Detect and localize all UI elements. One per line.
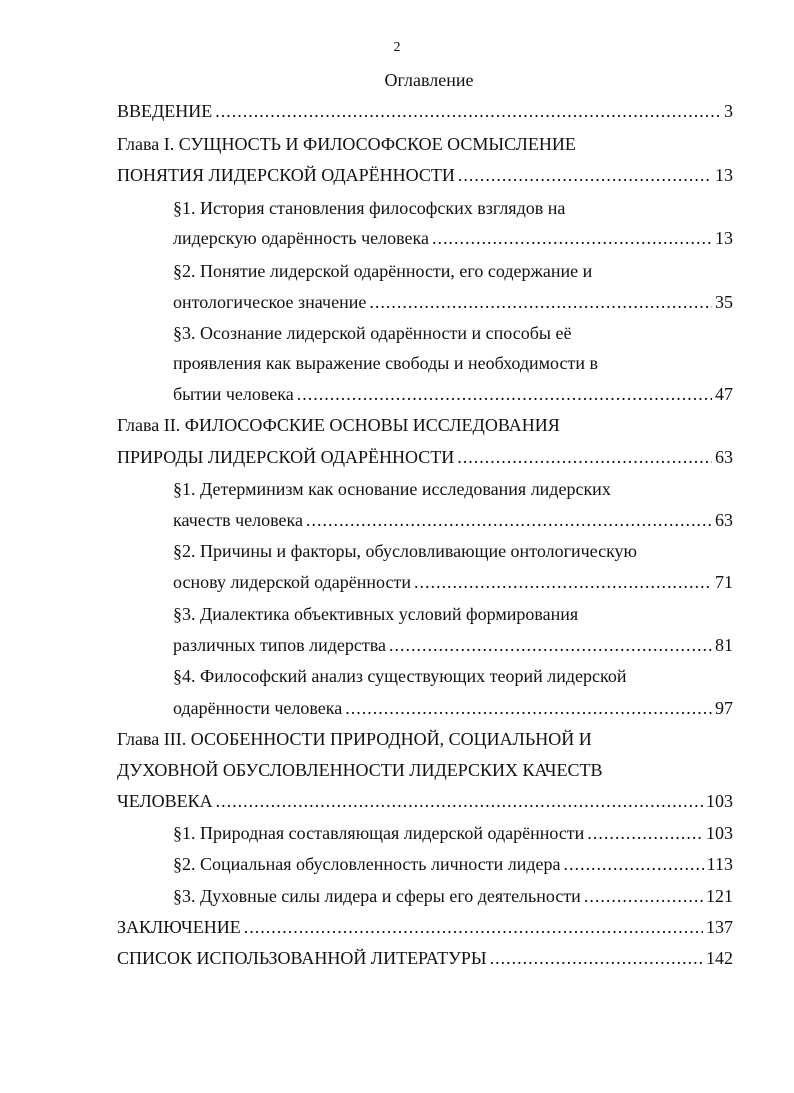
toc-leader-dots xyxy=(244,916,703,938)
toc-leader-dots xyxy=(414,571,712,593)
page-number: 2 xyxy=(393,40,401,55)
toc-entry-chapter-2[interactable] xyxy=(117,446,733,468)
toc-page-number: 113 xyxy=(706,854,733,874)
toc-entry-text: ВВЕДЕНИЕ xyxy=(117,101,213,121)
toc-leader-dots xyxy=(490,947,703,969)
toc-entry-section-2-2[interactable] xyxy=(173,571,733,593)
toc-page-number: 71 xyxy=(715,572,733,592)
toc-entry-text: §3. Духовные силы лидера и сферы его деятельности xyxy=(173,886,581,906)
toc-leader-dots xyxy=(584,885,703,907)
toc-entry-text: ЗАКЛЮЧЕНИЕ xyxy=(117,917,241,937)
toc-entry-text: §1. Природная составляющая лидерской одарённости xyxy=(173,823,585,843)
toc-entry-section-2-1[interactable] xyxy=(173,509,733,531)
section-2-1-line1: §1. Детерминизм как основание исследования лидерских xyxy=(173,479,611,499)
toc-leader-dots xyxy=(457,446,712,468)
toc-entry-text: ЧЕЛОВЕКА xyxy=(117,791,213,811)
toc-entry-bibliography[interactable] xyxy=(117,947,733,969)
toc-page-number: 137 xyxy=(706,917,733,937)
toc-leader-dots xyxy=(297,383,712,405)
toc-page-number: 35 xyxy=(715,292,733,312)
toc-entry-section-1-3[interactable] xyxy=(173,383,733,405)
toc-entry-text: СПИСОК ИСПОЛЬЗОВАННОЙ ЛИТЕРАТУРЫ xyxy=(117,948,487,968)
section-1-3-line2: проявления как выражение свободы и необходимости в xyxy=(173,353,598,373)
toc-page-number: 13 xyxy=(715,165,733,185)
toc-page-number: 142 xyxy=(706,948,733,968)
toc-entry-section-2-3[interactable] xyxy=(173,634,733,656)
toc-leader-dots xyxy=(345,697,712,719)
toc-entry-section-2-4[interactable] xyxy=(173,697,733,719)
toc-entry-section-3-1[interactable] xyxy=(173,822,733,844)
section-2-4-line1: §4. Философский анализ существующих теорий лидерской xyxy=(173,666,627,686)
toc-entry-text: качеств человека xyxy=(173,510,303,530)
toc-entry-text: онтологическое значение xyxy=(173,292,367,312)
toc-page-number: 121 xyxy=(706,886,733,906)
toc-entry-chapter-3[interactable] xyxy=(117,790,733,812)
toc-page-number: 13 xyxy=(715,228,733,248)
toc-page-number: 97 xyxy=(715,698,733,718)
toc-title: Оглавление xyxy=(384,70,474,90)
section-1-2-line1: §2. Понятие лидерской одарённости, его содержание и xyxy=(173,261,593,281)
toc-leader-dots xyxy=(563,853,703,875)
chapter-3-title-line1: Глава III. ОСОБЕННОСТИ ПРИРОДНОЙ, СОЦИАЛЬНОЙ И xyxy=(117,729,592,749)
toc-page-number: 47 xyxy=(715,384,733,404)
toc-entry-conclusion[interactable] xyxy=(117,916,733,938)
toc-entry-section-1-2[interactable] xyxy=(173,291,733,313)
toc-page-number: 103 xyxy=(706,791,733,811)
chapter-3-title-line2: ДУХОВНОЙ ОБУСЛОВЛЕННОСТИ ЛИДЕРСКИХ КАЧЕСТВ xyxy=(117,760,603,780)
toc-entry-section-3-2[interactable] xyxy=(173,853,733,875)
toc-leader-dots xyxy=(432,227,712,249)
chapter-1-title-line1: Глава I. СУЩНОСТЬ И ФИЛОСОФСКОЕ ОСМЫСЛЕНИЕ xyxy=(117,134,576,154)
toc-entry-text: бытии человека xyxy=(173,384,294,404)
toc-entry-section-3-3[interactable] xyxy=(173,885,733,907)
toc-page-number: 81 xyxy=(715,635,733,655)
toc-entry-chapter-1[interactable] xyxy=(117,164,733,186)
toc-entry-intro[interactable] xyxy=(117,100,733,122)
toc-entry-text: §2. Социальная обусловленность личности лидера xyxy=(173,854,561,874)
toc-leader-dots xyxy=(306,509,712,531)
toc-page-number: 63 xyxy=(715,447,733,467)
toc-leader-dots xyxy=(458,164,712,186)
toc-entry-text: ПОНЯТИЯ ЛИДЕРСКОЙ ОДАРЁННОСТИ xyxy=(117,165,455,185)
section-2-3-line1: §3. Диалектика объективных условий формирования xyxy=(173,604,579,624)
toc-entry-text: лидерскую одарённость человека xyxy=(173,228,429,248)
section-1-3-line1: §3. Осознание лидерской одарённости и способы её xyxy=(173,323,572,343)
toc-entry-text: одарённости человека xyxy=(173,698,343,718)
toc-leader-dots xyxy=(215,100,721,122)
toc-leader-dots xyxy=(216,790,703,812)
toc-leader-dots xyxy=(369,291,712,313)
section-2-2-line1: §2. Причины и факторы, обусловливающие онтологическую xyxy=(173,541,638,561)
toc-leader-dots xyxy=(389,634,712,656)
toc-page-number: 103 xyxy=(706,823,733,843)
toc-entry-section-1-1[interactable] xyxy=(173,227,733,249)
toc-entry-text: ПРИРОДЫ ЛИДЕРСКОЙ ОДАРЁННОСТИ xyxy=(117,447,455,467)
toc-entry-text: основу лидерской одарённости xyxy=(173,572,411,592)
chapter-2-title-line1: Глава II. ФИЛОСОФСКИЕ ОСНОВЫ ИССЛЕДОВАНИЯ xyxy=(117,415,560,435)
section-1-1-line1: §1. История становления философских взглядов на xyxy=(173,198,566,218)
toc-page-number: 3 xyxy=(724,101,733,121)
toc-leader-dots xyxy=(587,822,703,844)
toc-entry-text: различных типов лидерства xyxy=(173,635,386,655)
toc-page-number: 63 xyxy=(715,510,733,530)
